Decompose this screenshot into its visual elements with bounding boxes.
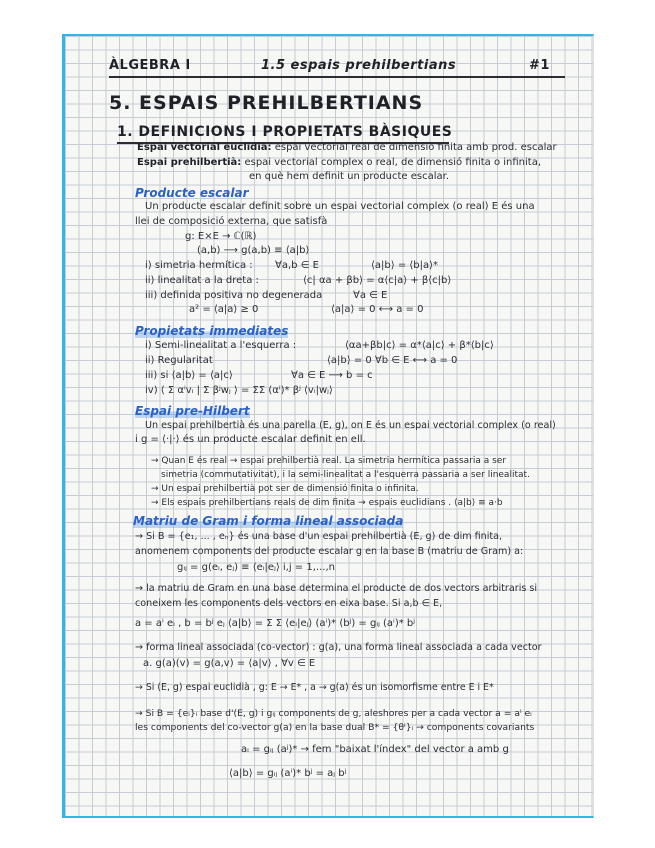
header-page-number: #1 — [529, 58, 550, 73]
propietat-2-label: ii) Regularitat — [145, 355, 213, 366]
gram-covariant-2: les components del co-vector g(a) en la base dual B* = {θⁱ}ᵢ → components covariants — [135, 722, 535, 733]
nondegenerate-formula: ⟨a|a⟩ = 0 ⟷ a = 0 — [331, 304, 424, 315]
prop-hermitian-cond: ∀a,b ∈ E — [275, 260, 319, 271]
norm-formula: a² = ⟨a|a⟩ ≥ 0 — [189, 304, 259, 315]
header-topic: 1.5 espais prehilbertians — [261, 58, 457, 73]
prop-linearity-formula: ⟨c| αa + βb⟩ = α⟨c|a⟩ + β⟨c|b⟩ — [303, 275, 452, 286]
gram-title: Matriu de Gram i forma lineal associada — [133, 514, 404, 528]
propietat-2-formula: ⟨a|b⟩ = 0 ∀b ∈ E ⟷ a = 0 — [327, 355, 458, 366]
gram-line-2: anomenem components del producte escalar g en la base B (matriu de Gram) a: — [135, 546, 524, 557]
pre-hilbert-bullet-3: → Els espais prehilbertians reals de dim finita → espais euclidians . ⟨a|b⟩ ≡ a·b — [151, 498, 503, 508]
subsection-producte-escalar: Producte escalar — [135, 186, 249, 200]
definition-term: Espai prehilbertià: — [137, 157, 242, 168]
propietat-3-formula: ∀a ∈ E ⟶ b = c — [291, 370, 373, 381]
definition-euclidean — [137, 142, 557, 153]
producte-map-1: g: E×E → ℂ(ℝ) — [185, 231, 257, 242]
prop-linearity-label: ii) linealitat a la dreta : — [145, 275, 259, 286]
gram-line-4: → la matriu de Gram en una base determina el producte de dos vectors arbitraris si — [135, 583, 538, 594]
pre-hilbert-text-1: Un espai prehilbertià és una parella (E, g), on E és un espai vectorial complex (o real) — [145, 420, 556, 431]
gram-final-formula: ⟨a|b⟩ = gᵢⱼ (aⁱ)* bʲ = aⱼ bʲ — [229, 768, 347, 779]
gram-covariant-1: → Si B = {eᵢ}ᵢ base d'(E, g) i gᵢⱼ components de g, aleshores per a cada vector a = aⁱ eᵢ — [135, 708, 532, 719]
prop-positive-label: iii) definida positiva no degenerada — [145, 290, 323, 301]
section-title: 1. DEFINICIONS I PROPIETATS BÀSIQUES — [117, 124, 453, 140]
header-underline — [109, 76, 565, 78]
pre-hilbert-text-2: i g = ⟨·|·⟩ és un producte escalar definit en ell. — [135, 434, 366, 445]
gram-matrix-formula: gᵢⱼ = g(eᵢ, eⱼ) ≡ ⟨eᵢ|eⱼ⟩ i,j = 1,...,n — [177, 562, 335, 573]
prop-positive-cond: ∀a ∈ E — [353, 290, 388, 301]
definition-text: espai vectorial complex o real, de dimensió finita o infinita, — [244, 157, 542, 168]
pre-hilbert-bullet-1b: simetria (commutativitat), i la semi-linealitat a l'esquerra passaria a ser linealitat. — [161, 470, 530, 480]
producte-intro-2: llei de composició externa, que satisfà — [135, 216, 328, 227]
header-subject: ÀLGEBRA I — [109, 58, 191, 73]
gram-line-5: coneixem les components dels vectors en eixa base. Si a,b ∈ E, — [135, 598, 443, 609]
prop-hermitian-label: i) simetria hermítica : — [145, 260, 253, 271]
definition-term: Espai vectorial euclidià: — [137, 142, 272, 153]
notebook-page — [62, 34, 594, 818]
pre-hilbert-bullet-2: → Un espai prehilbertià pot ser de dimensió finita o infinita. — [151, 484, 419, 494]
gram-line-covector: → forma lineal associada (co-vector) : g(a), una forma lineal associada a cada vector — [135, 642, 542, 653]
propietats-title: Propietats immediates — [135, 324, 289, 338]
subsection-gram — [133, 514, 403, 528]
propietat-4: iv) ⟨ Σ αⁱvᵢ | Σ βʲwⱼ ⟩ = ΣΣ (αⁱ)* βʲ ⟨vᵢ|wⱼ⟩ — [145, 385, 333, 396]
producte-intro-1: Un producte escalar definit sobre un espai vectorial complex (o real) E és una — [145, 201, 535, 212]
gram-lower-index: aᵢ = gᵢⱼ (aʲ)* → fem "baixat l'índex" del vector a amb g — [241, 744, 509, 755]
propietat-1-label: i) Semi-linealitat a l'esquerra : — [145, 340, 297, 351]
chapter-title: 5. ESPAIS PREHILBERTIANS — [109, 92, 424, 114]
gram-line-1: → Si B = {e₁, ... , eₙ} és una base d'un espai prehilbertià (E, g) de dim finita, — [135, 531, 503, 542]
propietat-3-label: iii) si ⟨a|b⟩ = ⟨a|c⟩ — [145, 370, 233, 381]
propietat-1-formula: ⟨αa+βb|c⟩ = α*⟨a|c⟩ + β*⟨b|c⟩ — [345, 340, 494, 351]
prop-hermitian-formula: ⟨a|b⟩ = ⟨b|a⟩* — [371, 260, 439, 271]
gram-covector-formula: a. g(a)(v) = g(a,v) = ⟨a|v⟩ , ∀v ∈ E — [143, 658, 316, 669]
definition-prehilbert — [137, 157, 541, 168]
definition-text: espai vectorial real de dimensió finita amb prod. escalar — [274, 142, 557, 153]
subsection-propietats — [135, 324, 288, 338]
gram-product-formula: a = aⁱ eᵢ , b = bʲ eⱼ ⟨a|b⟩ = Σ Σ ⟨eᵢ|eⱼ⟩ (aⁱ)* (bʲ) = gᵢⱼ (aⁱ)* bʲ — [135, 618, 416, 629]
definition-prehilbert-cont: en què hem definit un producte escalar. — [249, 171, 450, 182]
pre-hilbert-bullet-1: → Quan E és real → espai prehilbertià real. La simetria hermítica passaria a ser — [151, 456, 507, 466]
gram-isomorphism: → Si (E, g) espai euclidià , g: E → E* , a → g(a) és un isomorfisme entre E i E* — [135, 682, 494, 693]
pre-hilbert-title: Espai pre-Hilbert — [135, 404, 250, 418]
producte-map-2: (a,b) ⟶ g(a,b) ≡ ⟨a|b⟩ — [197, 245, 310, 256]
subsection-pre-hilbert — [135, 404, 250, 418]
